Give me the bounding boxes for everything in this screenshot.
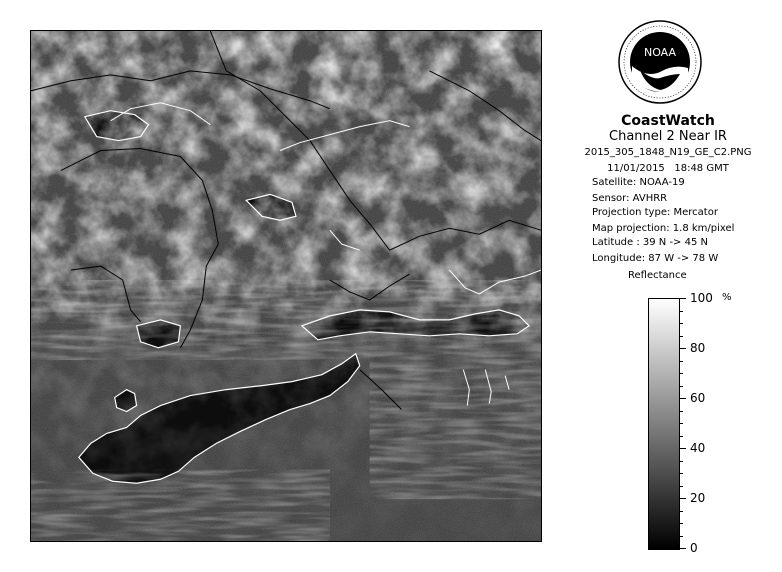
colorbar-tick bbox=[680, 398, 686, 399]
reflectance-colorbar bbox=[648, 298, 680, 550]
datetime-label bbox=[568, 162, 768, 176]
longitude-label: Longitude: 87 W -> 78 W bbox=[592, 253, 719, 264]
colorbar-minor-tick bbox=[680, 423, 683, 424]
sensor-label: Sensor: AVHRR bbox=[592, 193, 668, 204]
logo-text: NOAA bbox=[643, 46, 677, 59]
colorbar-tick-label: 100 bbox=[690, 291, 713, 305]
colorbar-minor-tick bbox=[680, 436, 683, 437]
colorbar-tick-label: 0 bbox=[690, 541, 698, 555]
noaa-logo bbox=[618, 20, 702, 104]
time-value: 18:48 GMT bbox=[674, 163, 729, 174]
filename-label: 2015_305_1848_N19_GE_C2.PNG bbox=[584, 147, 752, 158]
colorbar-minor-tick bbox=[680, 473, 683, 474]
colorbar-title: Reflectance bbox=[628, 270, 687, 281]
colorbar-minor-tick bbox=[680, 523, 683, 524]
colorbar-minor-tick bbox=[680, 311, 683, 312]
colorbar-minor-tick bbox=[680, 336, 683, 337]
colorbar-minor-tick bbox=[680, 386, 683, 387]
map-projection-label: Map projection: 1.8 km/pixel bbox=[592, 223, 735, 234]
colorbar-minor-tick bbox=[680, 373, 683, 374]
colorbar-tick bbox=[680, 448, 686, 449]
satellite-image-map bbox=[30, 30, 542, 542]
satellite-label: Satellite: NOAA-19 bbox=[592, 177, 685, 188]
colorbar-unit: % bbox=[722, 292, 732, 303]
colorbar-tick-label: 60 bbox=[690, 391, 706, 405]
colorbar-minor-tick bbox=[680, 511, 683, 512]
colorbar-minor-tick bbox=[680, 536, 683, 537]
colorbar-minor-tick bbox=[680, 461, 683, 462]
colorbar-minor-tick bbox=[680, 323, 683, 324]
product-title: CoastWatch bbox=[621, 113, 715, 129]
colorbar-tick-label: 80 bbox=[690, 341, 706, 355]
date-value: 11/01/2015 bbox=[607, 163, 665, 174]
colorbar-minor-tick bbox=[680, 486, 683, 487]
colorbar-tick-label: 40 bbox=[690, 441, 706, 455]
colorbar-tick bbox=[680, 548, 686, 549]
latitude-label: Latitude : 39 N -> 45 N bbox=[592, 237, 708, 248]
colorbar-tick bbox=[680, 348, 686, 349]
colorbar-minor-tick bbox=[680, 411, 683, 412]
projection-type-label: Projection type: Mercator bbox=[592, 207, 718, 218]
colorbar-tick-label: 20 bbox=[690, 491, 706, 505]
colorbar-minor-tick bbox=[680, 361, 683, 362]
channel-label: Channel 2 Near IR bbox=[609, 129, 727, 144]
colorbar-tick bbox=[680, 498, 686, 499]
colorbar-tick bbox=[680, 298, 686, 299]
